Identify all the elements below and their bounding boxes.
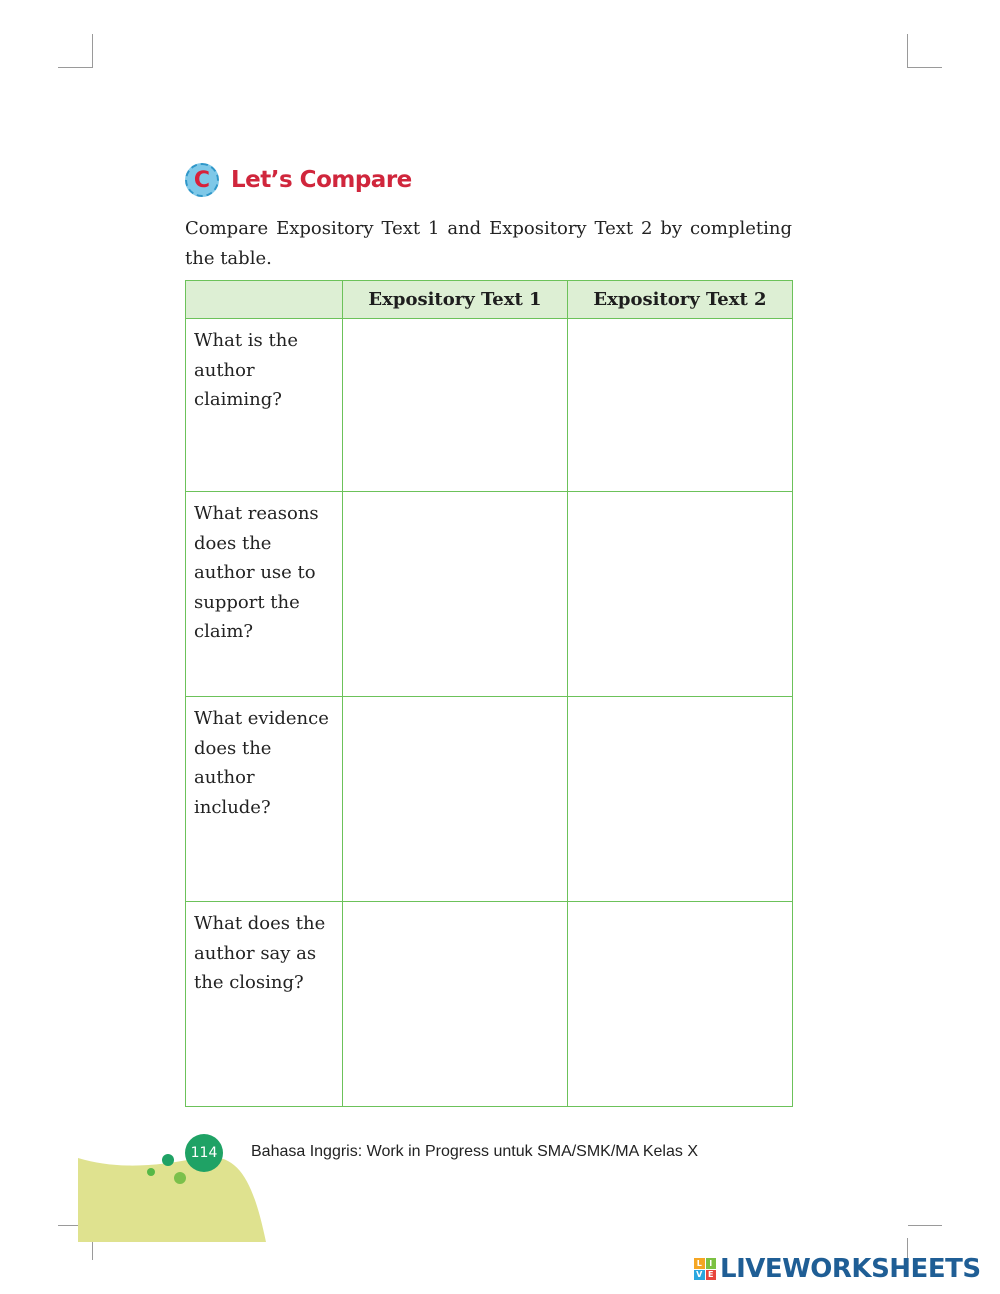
answer-cell-text1[interactable]: [343, 902, 568, 1107]
question-cell: What does the author say as the closing?: [186, 902, 343, 1107]
instruction-text: Compare Expository Text 1 and Expository Text 2 by completing the table.: [185, 218, 792, 269]
answer-cell-text1[interactable]: [343, 319, 568, 492]
table-row: [186, 492, 793, 697]
liveworksheets-logo-icon: L I V E: [694, 1258, 716, 1280]
answer-cell-text2[interactable]: [568, 697, 793, 902]
footer-hill-decoration: [78, 1140, 268, 1242]
table-row: [186, 902, 793, 1107]
question-cell: What is the author claiming?: [186, 319, 343, 492]
table-header-blank: [186, 281, 343, 319]
crop-mark: [907, 34, 908, 68]
answer-cell-text1[interactable]: [343, 492, 568, 697]
table-row: [186, 319, 793, 492]
answer-cell-text1[interactable]: [343, 697, 568, 902]
crop-mark: [908, 67, 942, 68]
liveworksheets-brand[interactable]: [694, 1254, 981, 1284]
answer-cell-text2[interactable]: [568, 492, 793, 697]
answer-cell-text2[interactable]: [568, 319, 793, 492]
table-row: [186, 697, 793, 902]
crop-mark: [58, 67, 92, 68]
crop-mark: [908, 1225, 942, 1226]
comparison-table: [185, 280, 793, 1107]
table-header-text1: Expository Text 1: [343, 281, 568, 319]
section-heading: [185, 160, 412, 200]
crop-mark: [92, 34, 93, 68]
section-title: Let’s Compare: [231, 167, 412, 193]
question-cell: What evidence does the author include?: [186, 697, 343, 902]
section-badge: C: [185, 163, 219, 197]
question-cell: What reasons does the author use to support the claim?: [186, 492, 343, 697]
answer-cell-text2[interactable]: [568, 902, 793, 1107]
page-number: 114: [185, 1134, 223, 1172]
table-header-row: [186, 281, 793, 319]
book-title: Bahasa Inggris: Work in Progress untuk SMA/SMK/MA Kelas X: [251, 1143, 698, 1160]
brand-name: LIVEWORKSHEETS: [720, 1254, 981, 1284]
table-header-text2: Expository Text 2: [568, 281, 793, 319]
